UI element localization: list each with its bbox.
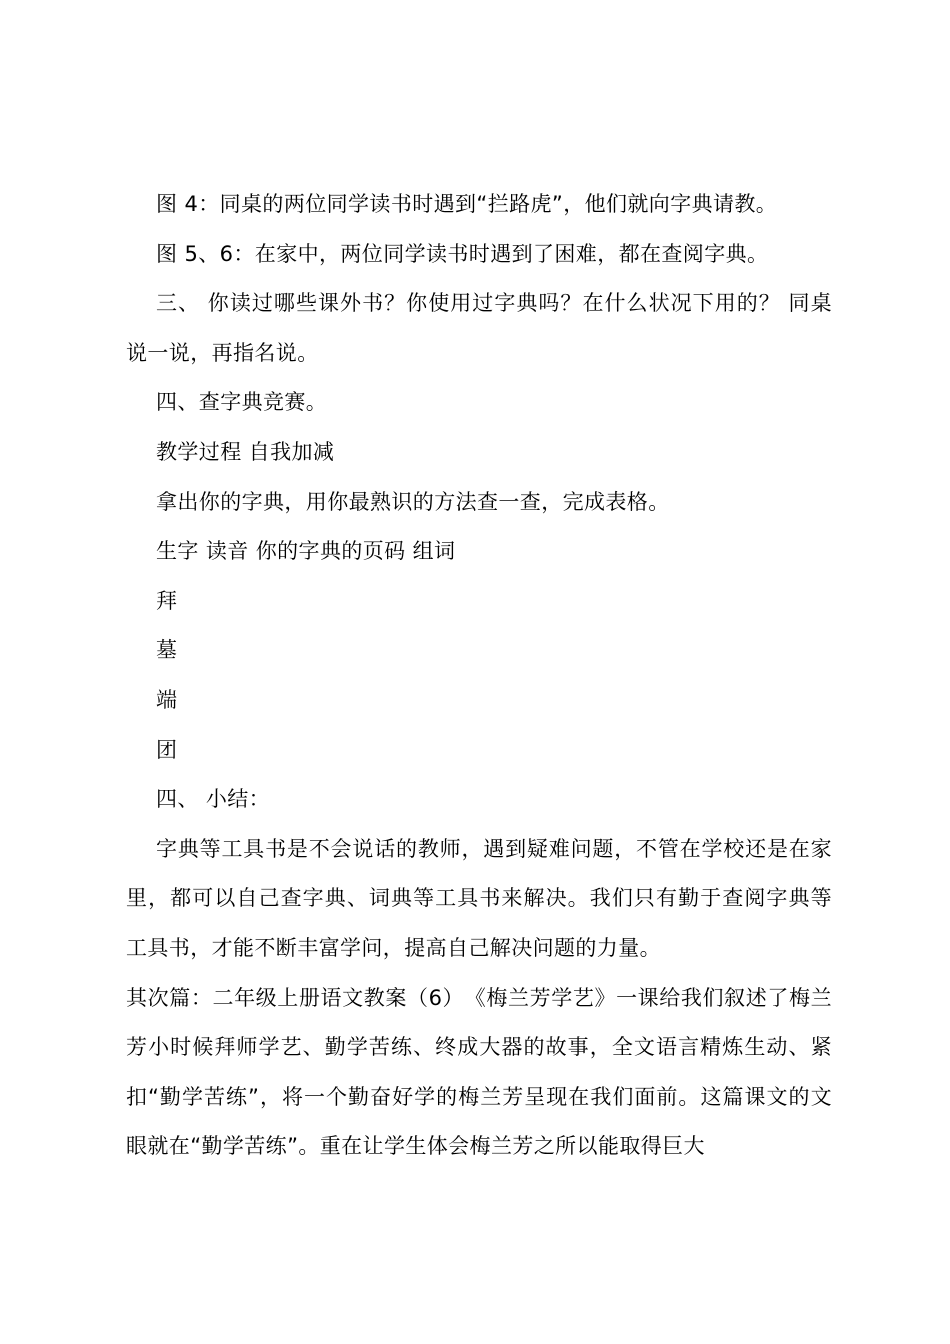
paragraph-instruction: 拿出你的字典，用你最熟识的方法查一查，完成表格。 <box>156 489 670 514</box>
paragraph-char-3: 端 <box>156 687 178 712</box>
document-body <box>126 180 832 1172</box>
paragraph-section-4-heading: 四、查字典竞赛。 <box>156 390 328 415</box>
paragraph-figure-4: 图 4：同桌的两位同学读书时遇到“拦路虎”，他们就向字典请教。 <box>156 192 778 216</box>
paragraph-summary-body: 字典等工具书是不会说话的教师，遇到疑难问题，不管在学校还是在家里，都可以自己查字典、词典等工具书来解决。我们只有勤于查阅字典等工具书，才能不断丰富学问，提高自己解决问题的力量。 <box>126 836 832 960</box>
paragraph-table-columns: 生字 读音 你的字典的页码 组词 <box>156 539 456 564</box>
paragraph-second-article: 其次篇：二年级上册语文教案（6） 《梅兰芳学艺》一课给我们叙述了梅兰芳小时候拜师学艺、勤学苦练、终成大器的故事，全文语言精炼生动、紧扣“勤学苦练”，将一个勤奋好学的梅兰芳呈现在我们面前。这篇课文的文眼就在“勤学苦练”。重在让学生体会梅兰芳之所以能取得巨大 <box>126 985 832 1159</box>
paragraph-section-3: 三、 你读过哪些课外书？你使用过字典吗？在什么状况下用的？ 同桌说一说，再指名说。 <box>126 291 832 365</box>
paragraph-figure-5-6: 图 5、6：在家中，两位同学读书时遇到了困难，都在查阅字典。 <box>156 241 769 266</box>
paragraph-char-2: 墓 <box>156 638 178 663</box>
paragraph-char-1: 拜 <box>156 588 178 613</box>
paragraph-char-4: 团 <box>156 737 178 762</box>
paragraph-table-header-process: 教学过程 自我加减 <box>156 439 335 464</box>
paragraph-summary-heading: 四、 小结： <box>156 787 271 812</box>
